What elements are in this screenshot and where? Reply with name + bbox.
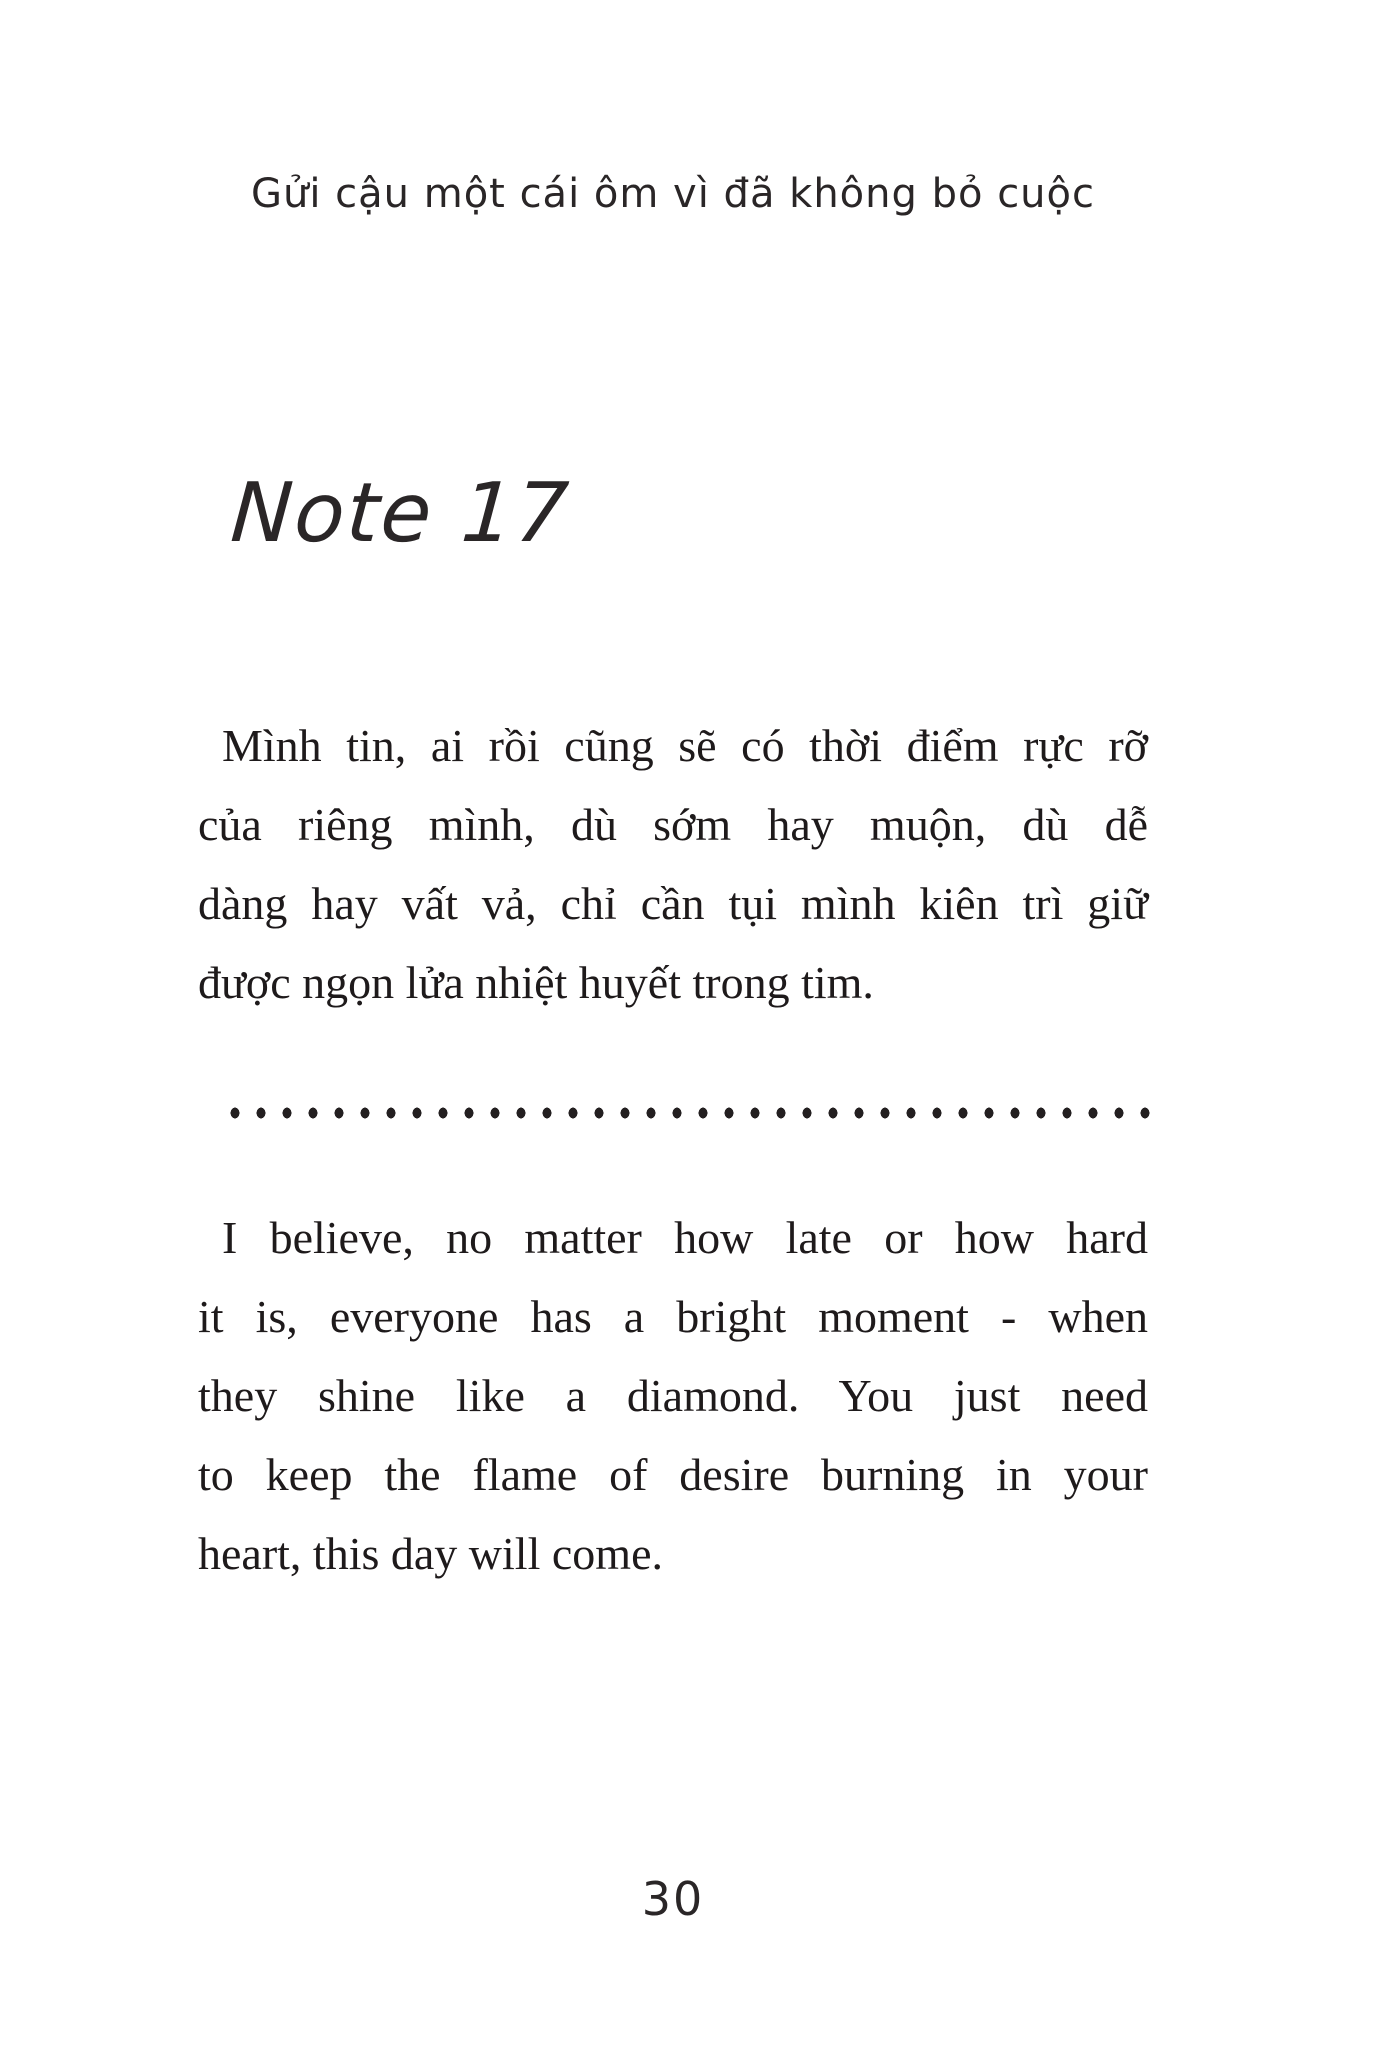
vietnamese-line: được ngọn lửa nhiệt huyết trong tim.	[198, 957, 874, 1008]
english-paragraph	[198, 1198, 1148, 1593]
note-title: Note 17	[228, 466, 574, 561]
page-number: 30	[641, 1872, 705, 1926]
english-line: to keep the flame of desire burning in your	[198, 1449, 1148, 1500]
dotted-separator	[222, 1106, 1158, 1120]
english-line: heart, this day will come.	[198, 1528, 663, 1579]
english-line: it is, everyone has a bright moment - when	[198, 1291, 1148, 1342]
vietnamese-line: dàng hay vất vả, chỉ cần tụi mình kiên trì giữ	[198, 878, 1148, 929]
vietnamese-line: của riêng mình, dù sớm hay muộn, dù dễ	[198, 799, 1148, 850]
english-line: they shine like a diamond. You just need	[198, 1370, 1148, 1421]
vietnamese-line: Mình tin, ai rồi cũng sẽ có thời điểm rực rỡ	[222, 720, 1148, 771]
english-line: I believe, no matter how late or how hard	[222, 1212, 1148, 1263]
vietnamese-paragraph	[198, 706, 1148, 1022]
running-header: Gửi cậu một cái ôm vì đã không bỏ cuộc	[250, 171, 1095, 217]
